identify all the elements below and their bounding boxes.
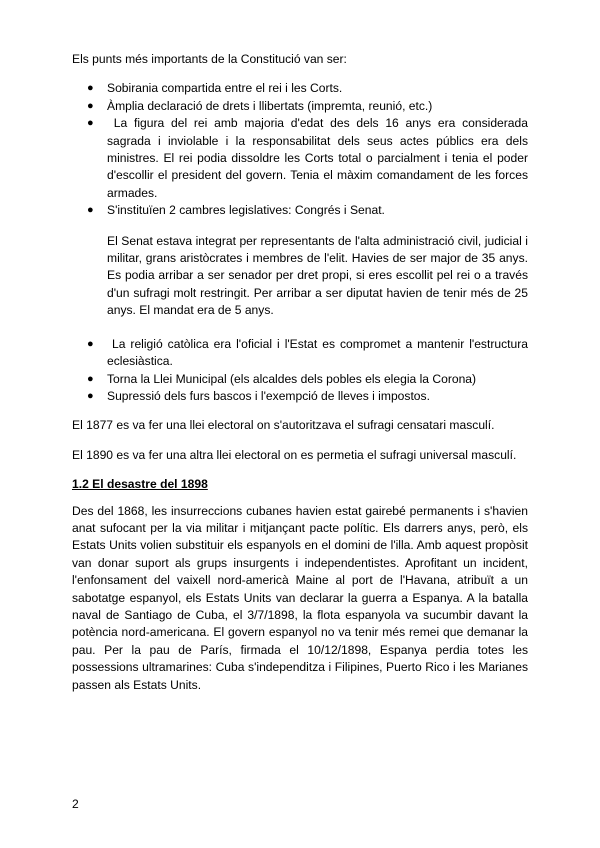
senat-paragraph: El Senat estava integrat per representants de l'alta administració civil, judicial i militar, grans aristòcrates i membres de l'elit. Havies de ser major de 35 anys. Es podia arribar a ser senador per dret propi, si eres escollit pel rei o a través d'un sufragi molt restringit. Per arribar a ser diputat havien de tenir més de 25 anys. El mandat era de 5 anys.	[107, 233, 528, 318]
intro-text: Els punts més importants de la Constitució van ser:	[72, 52, 347, 66]
bullet-icon: ●	[87, 82, 94, 95]
constitution-points-list	[72, 80, 532, 219]
list-item: ● Àmplia declaració de drets i llibertats (impremta, reunió, etc.)	[72, 98, 528, 115]
list-item: ● S'instituïen 2 cambres legislatives: Congrés i Senat.	[72, 202, 528, 219]
constitution-points-list-continued	[72, 336, 532, 406]
bullet-icon: ●	[87, 389, 94, 402]
electoral-law-1877: El 1877 es va fer una llei electoral on s'autoritzava el sufragi censatari masculí.	[72, 418, 495, 433]
list-item: ● La figura del rei amb majoria d'edat des dels 16 anys era considerada sagrada i inviolable i la responsabilitat dels seus actes públics era dels ministres. El rei podia dissoldre les Corts total o parcialment i tenia el poder d'escollir el president del govern. Tenia el màxim comandament de les forces armades.	[87, 116, 532, 200]
document-page	[72, 51, 532, 694]
bullet-icon: ●	[87, 372, 94, 385]
list-item: ● Sobirania compartida entre el rei i les Corts.	[72, 80, 528, 97]
list-item: ● La religió catòlica era l'oficial i l'Estat es compromet a mantenir l'estructura eclesiàstica.	[87, 336, 532, 369]
bullet-icon: ●	[87, 117, 94, 130]
section-body: Des del 1868, les insurreccions cubanes havien estat gairebé permanents i s'havien anat sufocant per la via militar i mitjançant pacte polític. Els darrers anys, però, els Estats Units volien substituir els espanyols en el domini de l'illa. Amb aquest propòsit van donar suport als grups insurgents i independentistes. Aprofitant un incident, l'enfonsament del vaixell nord-americà Maine al port de l'Havana, atribuït a un sabotatge espanyol, els Estats Units van declarar la guerra a Espanya. A la batalla naval de Santiago de Cuba, el 3/7/1898, la flota espanyola va sucumbir davant la potència nord-americana. El govern espanyol no va tenir més remei que demanar la pau. Per la pau de París, firmada el 10/12/1898, Espanya perdia totes les possessions ultramarines: Cuba s'independitza i Filipines, Puerto Rico i les Marianes passen als Estats Units.	[72, 503, 528, 692]
list-item: ● Supressió dels furs bascos i l'exempció de lleves i impostos.	[72, 388, 528, 405]
bullet-icon: ●	[87, 204, 94, 217]
bullet-icon: ●	[87, 99, 94, 112]
list-item: ● Torna la Llei Municipal (els alcaldes dels pobles els elegia la Corona)	[72, 371, 528, 388]
bullet-icon: ●	[87, 337, 94, 350]
page-number: 2	[72, 797, 79, 811]
section-heading: 1.2 El desastre del 1898	[72, 477, 208, 492]
electoral-law-1890: El 1890 es va fer una altra llei electoral on es permetia el sufragi universal masculí.	[72, 447, 517, 462]
